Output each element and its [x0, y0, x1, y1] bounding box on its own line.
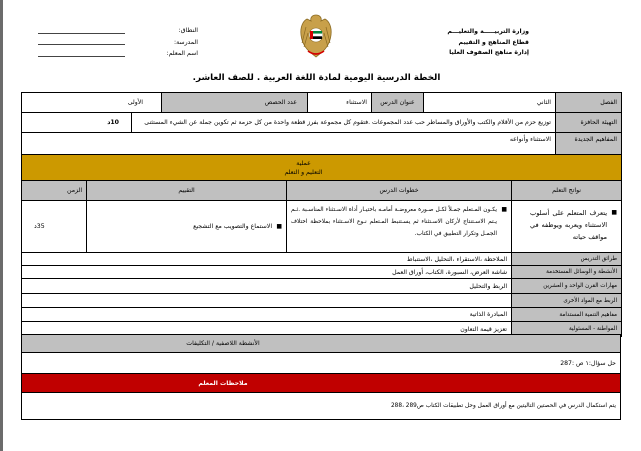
homework-notes-table — [21, 334, 621, 420]
school-input-line[interactable] — [38, 39, 125, 45]
bullet-icon: ■ — [611, 209, 618, 216]
homework-value: حل سؤال:١ ص :287 — [22, 353, 621, 374]
notes-value: يتم استكمال الدرس في الحصتين التاليتين مع أوراق العمل وحل تطبيقات الكتاب ص289 ،288 — [22, 393, 621, 420]
document-title: الخطة الدرسية اليومية لمادة اللغة العربية . للصف العاشر. — [192, 73, 441, 83]
detail-label: المواطنة - المسئولية — [512, 322, 622, 337]
detail-label: طرائق التدريس — [512, 253, 622, 266]
page-edge — [0, 0, 3, 451]
assessment-item — [91, 221, 282, 233]
detail-value: الربط والتحليل — [22, 279, 512, 294]
detail-value: الملاحظة ،الاستقراء ،التحليل ،الاستنباط — [22, 253, 512, 266]
detail-value — [22, 294, 512, 308]
assessment-cell — [87, 201, 287, 253]
process-heading — [22, 155, 622, 181]
concepts-value: الاستثناء وأنواعه — [22, 133, 556, 165]
outcome-text: يتعرف المتعلم على أسلوب الاستثناء ويعربه ويوظفه في مواقف حياته — [530, 209, 608, 241]
lesson-title-value: الاستثناء — [308, 93, 372, 113]
sector-line: قطاع المناهج و التقييم — [458, 38, 529, 46]
detail-value: تعزيز قيمة التعاون — [22, 322, 512, 337]
process-heading-line1: عملية — [296, 159, 311, 167]
zone-field[interactable] — [38, 25, 198, 37]
col-steps: خطوات الدرس — [287, 181, 512, 201]
zone-input-line[interactable] — [38, 28, 125, 34]
school-label: المدرسة: — [173, 38, 198, 46]
department-line: إدارة مناهج الصفوف العليا — [449, 49, 529, 56]
outcome-item — [516, 207, 617, 243]
class-value: الثاني — [424, 93, 556, 113]
col-outcomes: نواتج التعلم — [512, 181, 622, 201]
ministry-line: وزارة التربيـــــة والتعليـــم — [447, 28, 529, 35]
warmup-time: 10د — [22, 113, 132, 133]
col-assessment: التقييم — [87, 181, 287, 201]
lesson-title-label: عنوان الدرس — [372, 93, 424, 113]
warmup-value: توزيع حزم من الأقلام والكتب والأوراق والمساطر حب عدد المجموعات .فتقوم كل مجموعة بفرز قطعة واحدة من كل حزمة ثم تكوين جملة عن الشيء المستثنى — [132, 113, 556, 133]
teaching-process-table — [21, 154, 622, 337]
zone-label: النطاق: — [178, 27, 198, 34]
teacher-name-label: اسم المعلم: — [166, 50, 198, 57]
detail-label: مهارات القرن الواحد و العشرين — [512, 279, 622, 294]
teacher-info-fields — [38, 25, 198, 60]
school-field[interactable] — [38, 37, 198, 49]
homework-heading: الأنشطة اللاصفية / التكليفات — [22, 335, 621, 353]
bullet-icon: ■ — [501, 206, 508, 213]
steps-text: يكـون المـتعلم جمـلاً لكـل صـورة معروضـة أمامـه باختيـار أداة الاسـتثناء المناسـبة .ثـم يـتم الاسـتنتاج لأركان الاسـتثناء ثم يسـتنبط المـتعلم نـوع الاسـتثناء بملاحظة اختلاف الجمـل وتكرار التطبيق في الكتاب. — [291, 207, 498, 237]
bullet-icon: ■ — [276, 222, 283, 230]
class-label: الفصل — [556, 93, 622, 113]
time-cell: 35د — [22, 201, 87, 253]
teacher-name-input-line[interactable] — [38, 51, 125, 57]
periods-value: الأولى — [22, 93, 162, 113]
process-heading-line2: التعليم و التعلم — [284, 168, 323, 176]
ministry-header — [447, 27, 529, 59]
step-item — [291, 204, 507, 240]
uae-emblem-icon — [298, 13, 334, 61]
col-time: الزمن — [22, 181, 87, 201]
outcome-cell — [512, 201, 622, 253]
detail-label: الربط مع المواد الأخرى — [512, 294, 622, 308]
warmup-label: التهيئة الحافزة — [556, 113, 622, 133]
detail-value: المبادرة الذاتية — [22, 308, 512, 322]
detail-value: شاشة العرض، السبورة، الكتاب، أوراق العمل — [22, 266, 512, 279]
detail-label: مفاهيم التنمية المستدامة — [512, 308, 622, 322]
teacher-name-field[interactable] — [38, 48, 198, 60]
periods-label: عدد الحصص — [162, 93, 308, 113]
concepts-label: المفاهيم الجديدة — [556, 133, 622, 165]
steps-cell — [287, 201, 512, 253]
detail-label: الأنشطة و الوسائل المستخدمة — [512, 266, 622, 279]
notes-heading: ملاحظات المعلم — [22, 374, 621, 393]
assessment-text: الاستماع والتصويب مع التشجيع — [193, 222, 273, 230]
